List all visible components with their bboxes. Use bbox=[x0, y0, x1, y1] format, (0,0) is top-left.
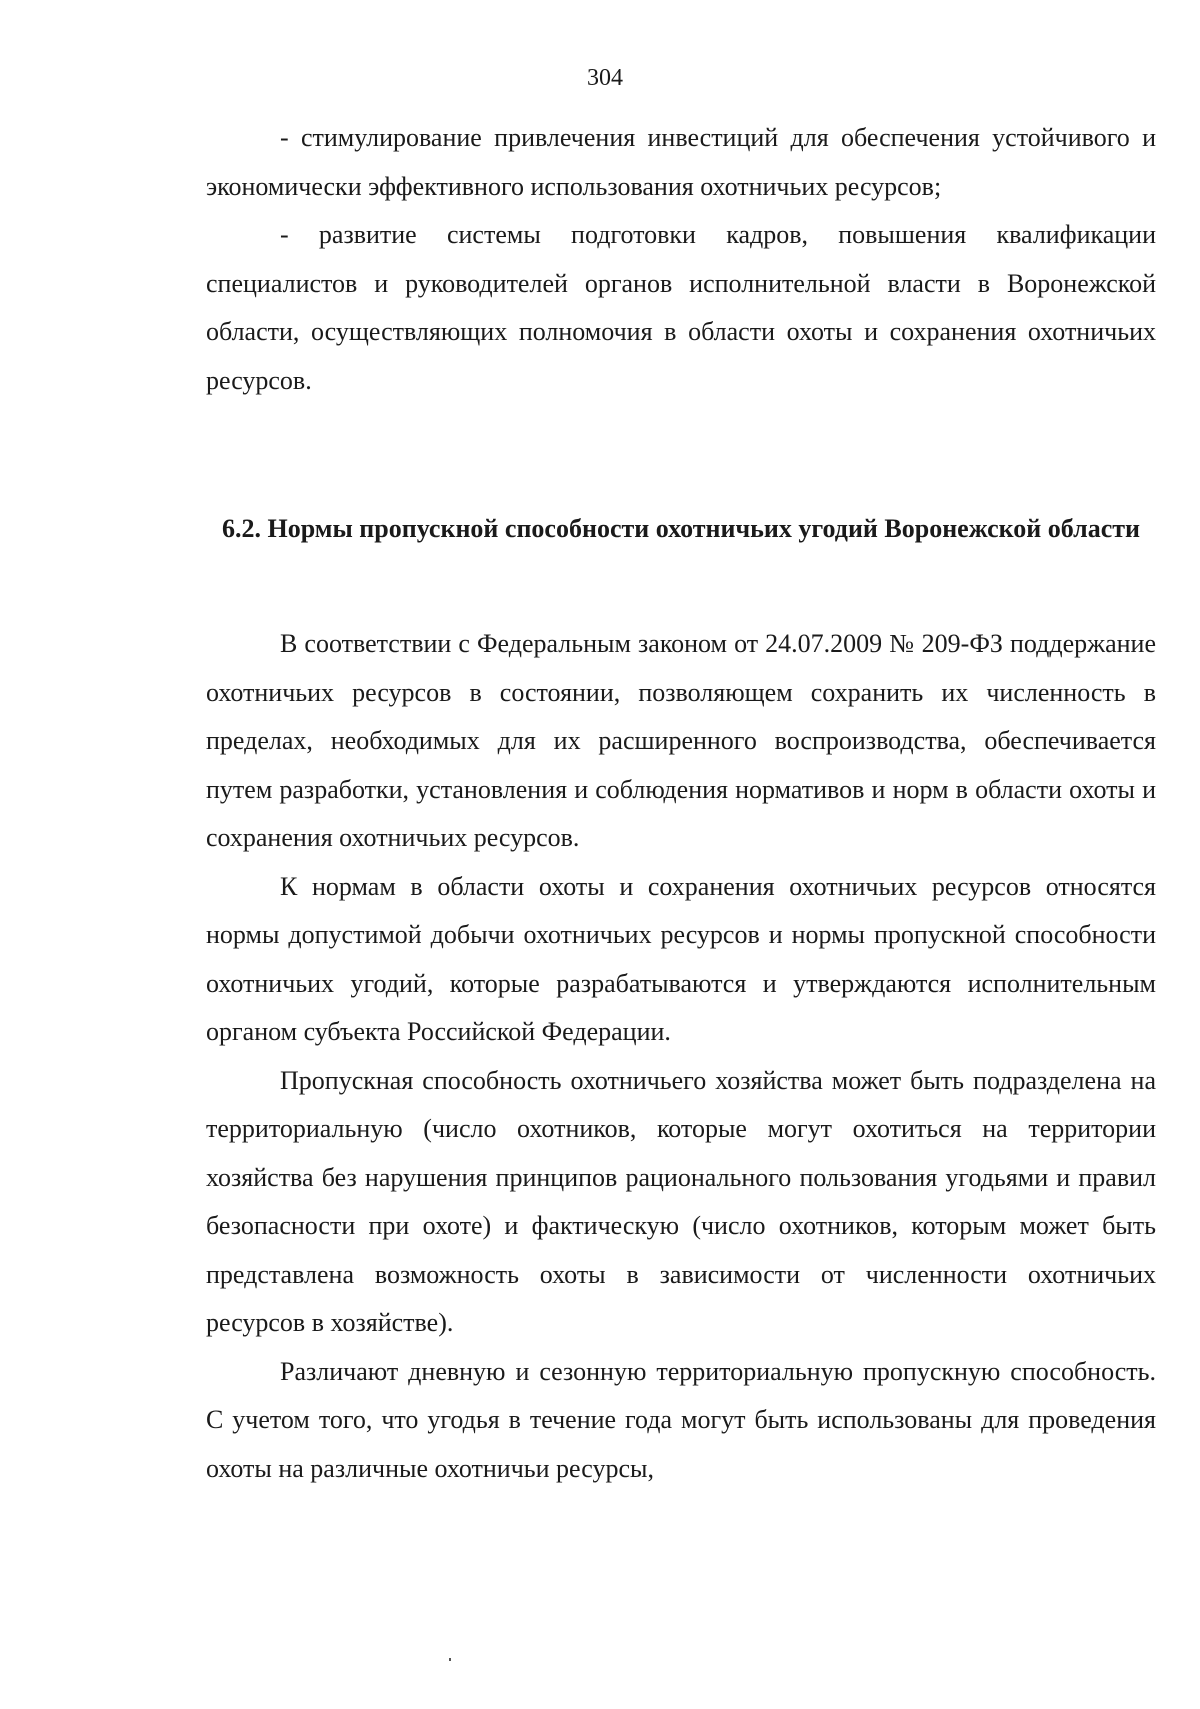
body-paragraph: Пропускная способность охотничьего хозяйства может быть подразделена на территориальную (число охотников, которые могут охотиться на территории хозяйства без нарушения принципов рационального пользования угодьями и правил безопасности при охоте) и фактическую (число охотников, которым может быть представлена возможность охоты в зависимости от численности охотничьих ресурсов в хозяйстве). bbox=[206, 1065, 1156, 1337]
list-paragraph: - стимулирование привлечения инвестиций для обеспечения устойчивого и экономически эффективного использования охотничьих ресурсов; bbox=[206, 123, 1156, 201]
scan-speck bbox=[449, 1658, 451, 1661]
body-paragraph: Различают дневную и сезонную территориальную пропускную способность. С учетом того, что угодья в течение года могут быть использованы для проведения охоты на различные охотничьи ресурсы, bbox=[206, 1356, 1156, 1483]
page-number: 304 bbox=[587, 65, 623, 91]
list-paragraph: - развитие системы подготовки кадров, повышения квалификации специалистов и руководителей органов исполнительной власти в Воронежской области, осуществляющих полномочия в области охоты и сохранения охотничьих ресурсов. bbox=[206, 220, 1156, 395]
top-text-block bbox=[206, 114, 1156, 405]
main-text-block bbox=[206, 620, 1156, 1493]
section-heading: 6.2. Нормы пропускной способности охотничьих угодий Воронежской области bbox=[222, 514, 1140, 543]
body-paragraph: В соответствии с Федеральным законом от 24.07.2009 № 209-ФЗ поддержание охотничьих ресурсов в состоянии, позволяющем сохранить их численность в пределах, необходимых для их расширенного воспроизводства, обеспечивается путем разработки, установления и соблюдения нормативов и норм в области охоты и сохранения охотничьих ресурсов. bbox=[206, 629, 1156, 852]
body-paragraph: К нормам в области охоты и сохранения охотничьих ресурсов относятся нормы допустимой добычи охотничьих ресурсов и нормы пропускной способности охотничьих угодий, которые разрабатываются и утверждаются исполнительным органом субъекта Российской Федерации. bbox=[206, 871, 1156, 1046]
